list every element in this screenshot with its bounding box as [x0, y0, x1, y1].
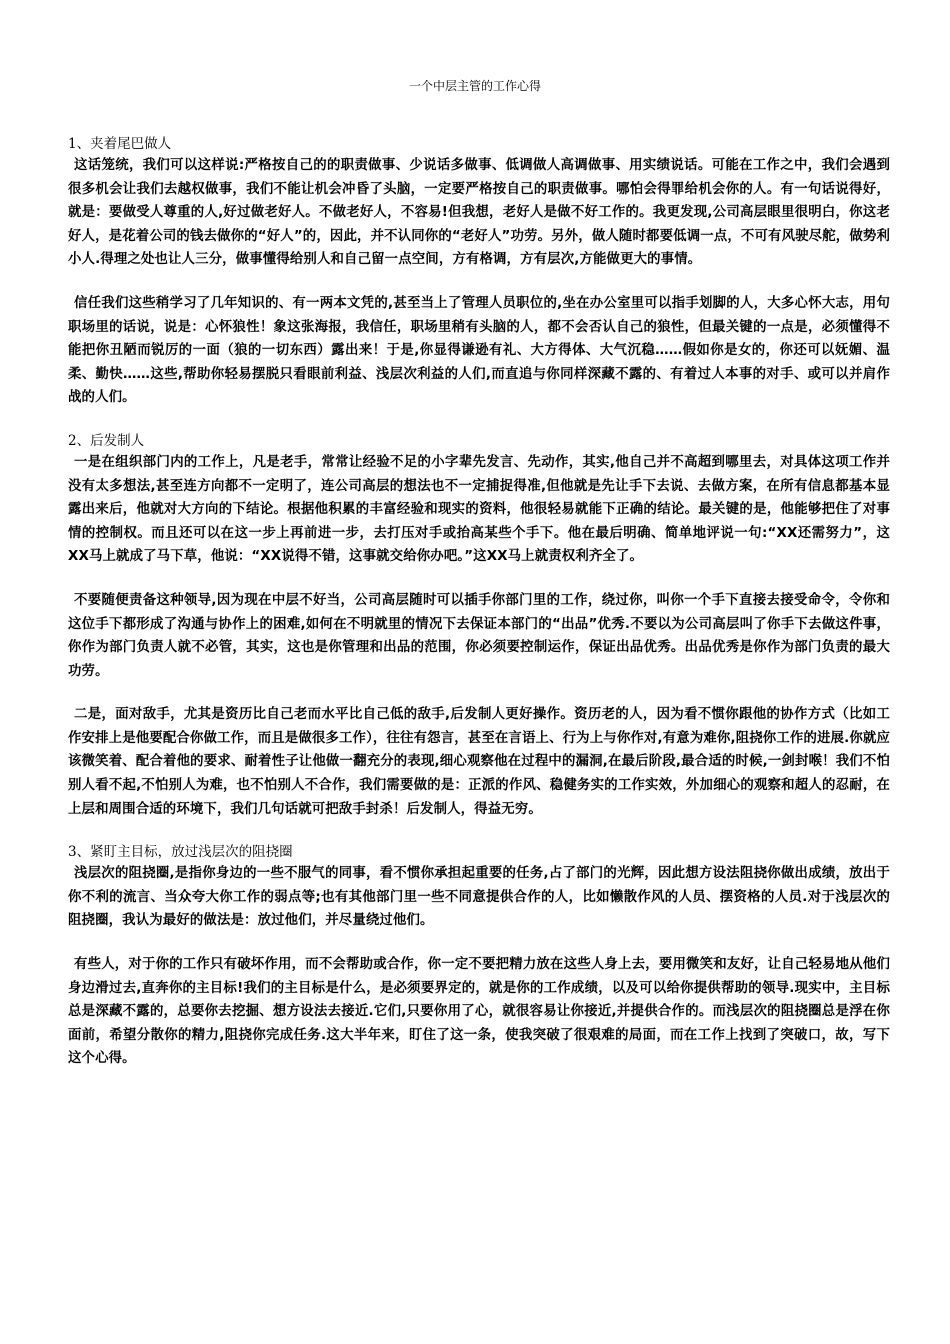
document-title: 一个中层主管的工作心得 — [408, 79, 541, 93]
section-2-heading: 2、后发制人 — [68, 432, 145, 449]
section-2-paragraph-3: 二是，面对敌手，尤其是资历比自己老而水平比自己低的敌手,后发制人更好操作。资历老的人，因为看不惯你跟他的协作方式（比如工作安排上是他要配合你做工作，而且是做很多工作），往往有怨言，甚至在言语上、行为上与你作对,有意为难你,阻挠你工作的进展.你就应该微笑着、配合着他的要求、耐着性子让他做一翻充分的表现,细心观察他在过程中的漏洞,在最后阶段,最合适的时候,一剑封喉！我们不怕别人看不起,不怕别人为难，也不怕别人不合作，我们需要做的是：正派的作风、稳健务实的工作实效，外加细心的观察和超人的忍耐，在上层和周围合适的环境下，我们几句话就可把敌手封杀！后发制人，得益无穷。 — [68, 707, 890, 817]
section-2-paragraph-1: 一是在组织部门内的工作上，凡是老手，常常让经验不足的小字辈先发言、先动作，其实,他自己并不高超到哪里去，对具体这项工作并没有太多想法,甚至连方向都不一定明了，连公司高层的想法也不一定捕捉得准,但他就是先让手下去说、去做方案，在所有信息都基本显露出来后，他就对大方向的下结论。根据他积累的丰富经验和现实的资料，他很轻易就能下正确的结论。最关键的是，他能够把住了对事情的控制权。而且还可以在这一步上再前进一步，去打压对手或抬高某些个手下。他在最后明确、简单地评说一句:“XX还需努力”，这XX马上就成了马下草，他说：“XX说得不错，这事就交给你办吧。”这XX马上就责权利齐全了。 — [68, 454, 890, 565]
document-body — [68, 135, 890, 1071]
section-3-paragraph-1: 浅层次的阻挠圈,是指你身边的一些不服气的同事，看不惯你承担起重要的任务,占了部门的光辉，因此想方设法阻挠你做出成绩，放出于你不利的流言、当众夸大你工作的弱点等;也有其他部门里一些不同意提供合作的人，比如懒散作风的人员、摆资格的人员.对于浅层次的阻挠圈，我认为最好的做法是：放过他们，并尽量绕过他们。 — [68, 866, 890, 929]
section-1-heading: 1、夹着尾巴做人 — [68, 136, 172, 152]
section-3-heading: 3、紧盯主目标，放过浅层次的阻挠圈 — [68, 844, 293, 861]
section-1-paragraph-2: 信任我们这些稍学习了几年知识的、有一两本文凭的,甚至当上了管理人员职位的,坐在办公室里可以指手划脚的人，大多心怀大志，用句职场里的话说，说是：心怀狼性！象这张海报，我信任，职场里稍有头脑的人，都不会否认自己的狼性，但最关键的一点是，必须懂得不能把你丑陋而锐厉的一面（狼的一切东西）露出来！于是,你显得谦逊有礼、大方得体、大气沉稳……假如你是女的，你还可以妩媚、温柔、勤快……这些,帮助你轻易摆脱只看眼前利益、浅层次利益的人们,而直追与你同样深藏不露的、有着过人本事的对手、或可以并肩作战的人们。 — [68, 295, 890, 406]
section-3-paragraph-2: 有些人，对于你的工作只有破坏作用，而不会帮助或合作，你一定不要把精力放在这些人身上去，要用微笑和友好，让自己轻易地从他们身边滑过去,直奔你的主目标!我们的主目标是什么，是必须要界定的，就是你的工作成绩，以及可以给你提供帮助的领导.现实中，主目标总是深藏不露的，总要你去挖掘、想方设法去接近.它们,只要你用了心，就很容易让你接近,并提供合作的。而浅层次的阻挠圈总是浮在你面前，希望分散你的精力,阻挠你完成任务.这大半年来，盯住了这一条，使我突破了很艰难的局面，而在工作上找到了突破口，故，写下这个心得。 — [68, 957, 890, 1067]
section-1 — [68, 135, 890, 410]
section-2-paragraph-2: 不要随便责备这种领导,因为现在中层不好当，公司高层随时可以插手你部门里的工作，绕过你，叫你一个手下直接去接受命令，令你和这位手下都形成了沟通与协作上的困难,如何在不明就里的情况下去保证本部门的“出品”优秀.不要以为公司高层叫了你手下去做这件事，你作为部门负责人就不必管，其实，这也是你管理和出品的范围，你必须要控制运作，保证出品优秀。出品优秀是你作为部门负责的最大功劳。 — [68, 592, 890, 679]
section-2 — [68, 432, 890, 821]
section-1-paragraph-1: 这话笼统，我们可以这样说:严格按自己的的职责做事、少说话多做事、低调做人高调做事、用实绩说话。可能在工作之中，我们会遇到很多机会让我们去越权做事，我们不能让机会冲昏了头脑，一定要严格按自己的职责做事。哪怕会得罪给机会你的人。有一句话说得好，就是：要做受人尊重的人,好过做老好人。不做老好人，不容易!但我想，老好人是做不好工作的。我更发现,公司高层眼里很明白，你这老好人，是花着公司的钱去做你的“好人”的，因此，并不认同你的“老好人”功劳。另外，做人随时都要低调一点，不可有风驶尽舵，做势利小人.得理之处也让人三分，做事懂得给别人和自己留一点空间，方有格调，方有层次,方能做更大的事情。 — [68, 158, 890, 268]
section-3 — [68, 843, 890, 1071]
